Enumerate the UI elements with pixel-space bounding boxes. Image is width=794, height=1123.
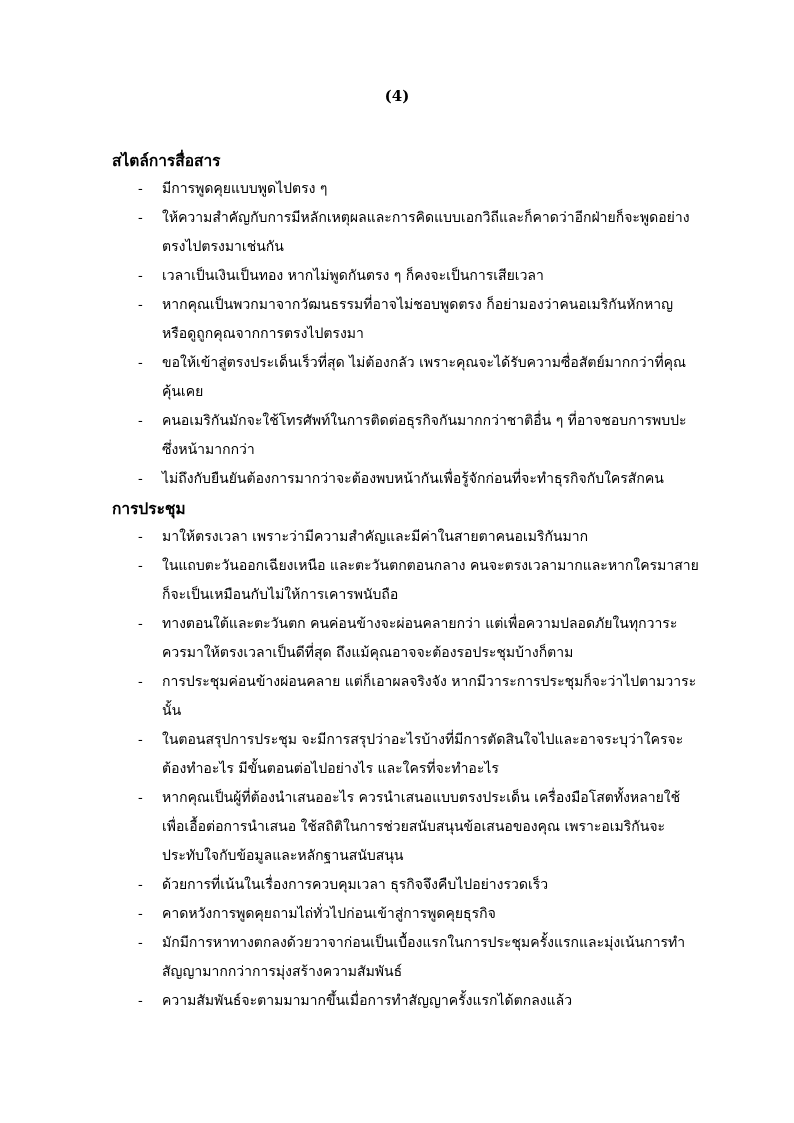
bullet-dash: - [138,181,143,197]
list-item [112,552,702,610]
bullet-dash: - [138,558,143,574]
bullet-dash: - [138,297,143,313]
meetings-list [112,523,702,1016]
list-item-text: มีการพูดคุยแบบพูดไปตรง ๆ [162,181,328,197]
list-item-text: ในตอนสรุปการประชุม จะมีการสรุปว่าอะไรบ้างที่มีการตัดสินใจไปและอาจระบุว่าใครจะต้องทำอะไร มีขั้นตอนต่อไปอย่างไร และใครที่จะทำอะไร [162,732,684,777]
document-body [112,146,702,1016]
section-heading-communication-style: สไตล์การสื่อสาร [112,151,221,170]
bullet-dash: - [138,877,143,893]
list-item [112,175,702,204]
list-item-text: ขอให้เข้าสู่ตรงประเด็นเร็วที่สุด ไม่ต้องกลัว เพราะคุณจะได้รับความซื่อสัตย์มากกว่าที่คุณคุ้นเคย [162,355,687,400]
list-item-text: ทางตอนใต้และตะวันตก คนค่อนข้างจะผ่อนคลายกว่า แต่เพื่อความปลอดภัยในทุกวาระควรมาให้ตรงเวลาเป็นดีที่สุด ถึงแม้คุณอาจจะต้องรอประชุมบ้างก็ตาม [162,616,678,661]
list-item-text: การประชุมค่อนข้างผ่อนคลาย แต่ก็เอาผลจริงจัง หากมีวาระการประชุมก็จะว่าไปตามวาระนั้น [162,674,697,719]
list-item-text: ความสัมพันธ์จะตามมามากขึ้นเมื่อการทำสัญญาครั้งแรกได้ตกลงแล้ว [162,993,573,1009]
list-item-text: เวลาเป็นเงินเป็นทอง หากไม่พูดกันตรง ๆ ก็คงจะเป็นการเสียเวลา [162,268,544,284]
list-item [112,610,702,668]
bullet-dash: - [138,674,143,690]
list-item [112,465,702,494]
list-item-text: มาให้ตรงเวลา เพราะว่ามีความสำคัญและมีค่าในสายตาคนอเมริกันมาก [162,529,589,545]
bullet-dash: - [138,210,143,226]
list-item [112,668,702,726]
bullet-dash: - [138,906,143,922]
list-item [112,929,702,987]
list-item-text: คนอเมริกันมักจะใช้โทรศัพท์ในการติดต่อธุรกิจกันมากกว่าชาติอื่น ๆ ที่อาจชอบการพบปะซึ่งหน้ามากกว่า [162,413,687,458]
bullet-dash: - [138,732,143,748]
list-item-text: คาดหวังการพูดคุยถามไถ่ทั่วไปก่อนเข้าสู่การพูดคุยธุรกิจ [162,906,496,922]
bullet-dash: - [138,993,143,1009]
list-item [112,726,702,784]
list-item [112,407,702,465]
list-item-text: ให้ความสำคัญกับการมีหลักเหตุผลและการคิดแบบเอกวิถีและก็คาดว่าอีกฝ่ายก็จะพูดอย่างตรงไปตรงมาเช่นกัน [162,210,690,255]
page-number: (4) [384,87,410,105]
bullet-dash: - [138,471,143,487]
list-item [112,291,702,349]
list-item-text: หากคุณเป็นผู้ที่ต้องนำเสนออะไร ควรนำเสนอแบบตรงประเด็น เครื่องมือโสตทั้งหลายใช้เพื่อเอื้อต่อการนำเสนอ ใช้สถิติในการช่วยสนับสนุนข้อเสนอของคุณ เพราะอเมริกันจะประทับใจกับข้อมูลและหลักฐานสนับสนุน [162,790,681,864]
list-item [112,871,702,900]
bullet-dash: - [138,529,143,545]
list-item [112,204,702,262]
communication-style-list [112,175,702,494]
list-item [112,784,702,871]
list-item [112,900,702,929]
list-item-text: หากคุณเป็นพวกมาจากวัฒนธรรมที่อาจไม่ชอบพูดตรง ก็อย่ามองว่าคนอเมริกันหักหาญ หรือดูถูกคุณจากการตรงไปตรงมา [162,297,674,342]
bullet-dash: - [138,616,143,632]
list-item-text: ในแถบตะวันออกเฉียงเหนือ และตะวันตกตอนกลาง คนจะตรงเวลามากและหากใครมาสายก็จะเป็นเหมือนกับไม่ให้การเคารพนับถือ [162,558,699,603]
list-item [112,523,702,552]
list-item-text: มักมีการหาทางตกลงด้วยวาจาก่อนเป็นเบื้องแรกในการประชุมครั้งแรกและมุ่งเน้นการทำสัญญามากกว่าการมุ่งสร้างความสัมพันธ์ [162,935,686,980]
list-item-text: ด้วยการที่เน้นในเรื่องการควบคุมเวลา ธุรกิจจึงคืบไปอย่างรวดเร็ว [162,877,549,893]
list-item [112,262,702,291]
list-item-text: ไม่ถึงกับยืนยันต้องการมากว่าจะต้องพบหน้ากันเพื่อรู้จักก่อนที่จะทำธุรกิจกับใครสักคน [162,471,664,487]
section-heading-meetings: การประชุม [112,499,186,518]
bullet-dash: - [138,355,143,371]
list-item [112,987,702,1016]
bullet-dash: - [138,413,143,429]
bullet-dash: - [138,935,143,951]
bullet-dash: - [138,790,143,806]
list-item [112,349,702,407]
bullet-dash: - [138,268,143,284]
